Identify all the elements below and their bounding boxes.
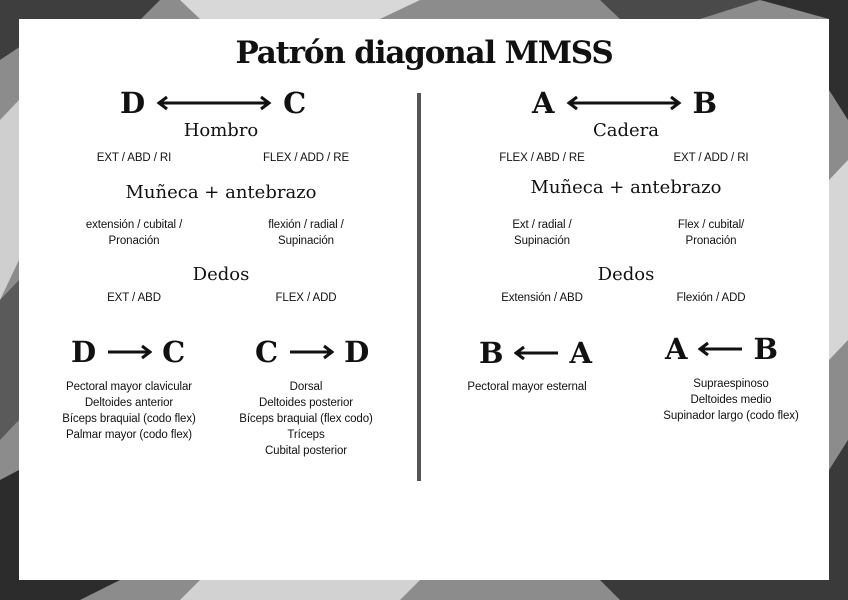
move-c-from: C <box>255 335 279 369</box>
content-card <box>19 19 829 580</box>
muscle-item: Bíceps braquial (flex codo) <box>239 413 373 425</box>
fingers-title-right: Dedos <box>597 264 655 285</box>
move-b-from: B <box>479 336 504 370</box>
cadera-b-text: EXT / ADD / RI <box>673 152 749 164</box>
wrist-b-line-2: Pronación <box>685 235 737 247</box>
fingers-b-text: Flexión / ADD <box>676 292 746 304</box>
muscle-item: Deltoides anterior <box>84 397 174 409</box>
left-arrow-icon <box>698 341 744 357</box>
muscle-item: Pectoral mayor clavicular <box>66 381 192 393</box>
fingers-title-left: Dedos <box>192 264 250 285</box>
left-arrow-icon <box>514 345 560 361</box>
muscle-item: Deltoides medio <box>690 394 772 406</box>
move-a-to-b-header <box>665 333 778 365</box>
diagonal-a-b-header <box>532 87 717 119</box>
muscle-item: Dorsal <box>289 381 323 393</box>
hombro-d-text: EXT / ABD / RI <box>96 152 172 164</box>
move-c-to-d-header <box>255 336 369 368</box>
muscle-item: Supinador largo (codo flex) <box>663 410 799 422</box>
wrist-a-text <box>467 217 617 249</box>
move-a-to: B <box>753 332 779 366</box>
fingers-c-text: FLEX / ADD <box>275 292 337 304</box>
joint-title-hombro: Hombro <box>183 120 259 141</box>
wrist-c-text <box>231 217 381 249</box>
wrist-a-line-2: Supinación <box>514 235 570 247</box>
double-arrow-icon <box>565 95 683 111</box>
diagonal-d-c-header <box>120 87 306 119</box>
muscles-c-to-d <box>216 379 396 459</box>
wrist-a-line-1: Ext / radial / <box>512 219 572 231</box>
muscle-item: Pectoral mayor esternal <box>467 381 587 393</box>
move-b-to-a-header <box>479 337 592 369</box>
muscles-d-to-c <box>39 379 219 443</box>
move-d-to: C <box>162 335 186 369</box>
letter-c: C <box>283 86 307 120</box>
double-arrow-icon <box>155 95 273 111</box>
muscle-item: Tríceps <box>287 429 325 441</box>
hombro-c-text: FLEX / ADD / RE <box>262 152 350 164</box>
wrist-d-text <box>59 217 209 249</box>
wrist-b-text <box>636 217 786 249</box>
wrist-c-line-2: Supinación <box>278 235 334 247</box>
move-d-to-c-header <box>71 336 185 368</box>
page-title: Patrón diagonal MMSS <box>235 35 613 71</box>
move-c-to: D <box>344 335 370 369</box>
fingers-a-text: Extensión / ABD <box>501 292 583 304</box>
joint-title-cadera: Cadera <box>592 120 659 141</box>
right-arrow-icon <box>288 344 334 360</box>
wrist-d-line-1: extensión / cubital / <box>85 219 183 231</box>
wrist-d-line-2: Pronación <box>108 235 160 247</box>
wrist-title-left: Muñeca + antebrazo <box>125 182 317 203</box>
muscle-item: Supraespinoso <box>693 378 769 390</box>
muscle-item: Deltoides posterior <box>259 397 353 409</box>
wrist-title-right: Muñeca + antebrazo <box>530 177 722 198</box>
muscle-item: Bíceps braquial (codo flex) <box>62 413 196 425</box>
muscles-b-to-a <box>437 379 617 395</box>
wrist-b-line-1: Flex / cubital/ <box>677 219 745 231</box>
right-arrow-icon <box>106 344 152 360</box>
move-b-to: A <box>569 336 593 370</box>
move-d-from: D <box>71 335 97 369</box>
cadera-a-text: FLEX / ABD / RE <box>499 152 585 164</box>
letter-a: A <box>532 86 555 120</box>
move-a-from: A <box>665 332 688 366</box>
letter-b: B <box>692 86 718 120</box>
muscle-item: Cubital posterior <box>264 445 348 457</box>
fingers-d-text: EXT / ABD <box>107 292 161 304</box>
column-divider <box>417 93 421 481</box>
muscles-a-to-b <box>631 376 831 424</box>
letter-d: D <box>120 86 146 120</box>
muscle-item: Palmar mayor (codo flex) <box>65 429 193 441</box>
wrist-c-line-1: flexión / radial / <box>268 219 344 231</box>
